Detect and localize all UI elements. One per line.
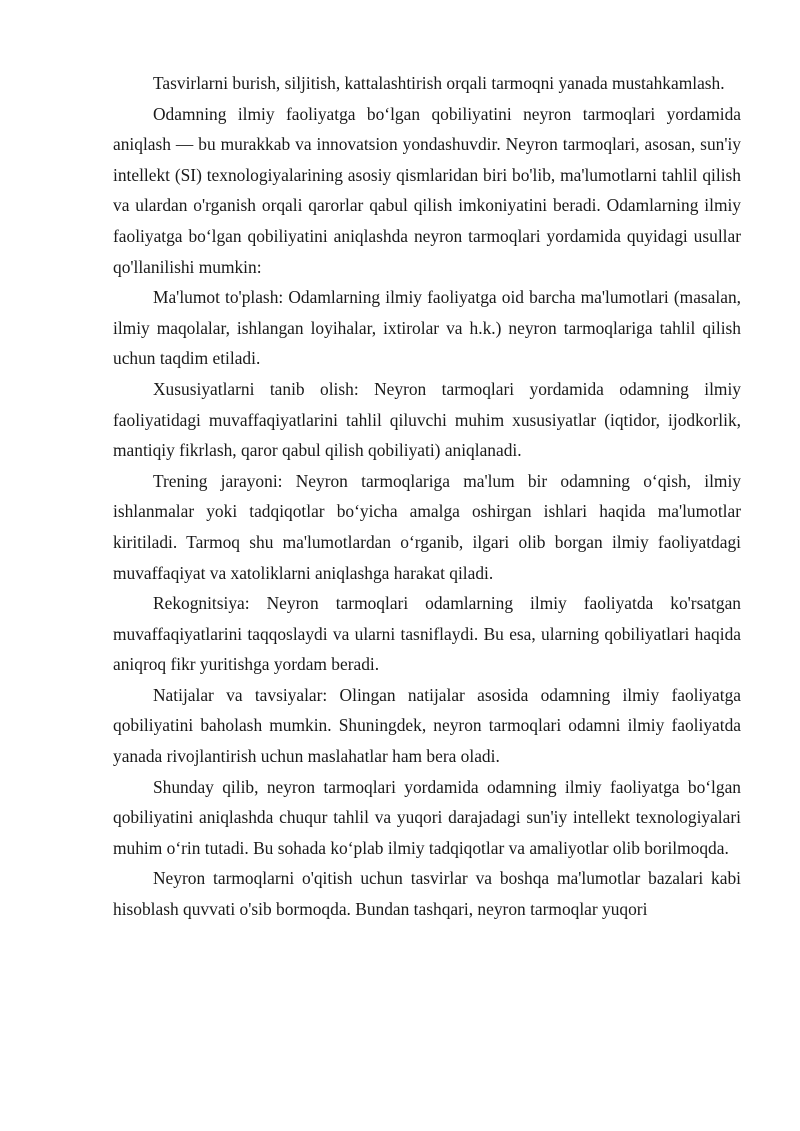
paragraph-conclusion: Shunday qilib, neyron tarmoqlari yordamida odamning ilmiy faoliyatga bo‘lgan qobiliyatini aniqlashda chuqur tahlil va yuqori darajadagi sun'iy intellekt texnologiyalari muhim o‘rin tutadi. Bu sohada ko‘plab ilmiy tadqiqotlar va amaliyotlar olib borilmoqda. xyxy=(113,776,741,858)
paragraph-data-collection: Ma'lumot to'plash: Odamlarning ilmiy faoliyatga oid barcha ma'lumotlari (masalan, ilmiy maqolalar, ishlangan loyihalar, ixtirolar va h.k.) neyron tarmoqlariga tahlil qilish uchun taqdim etiladi. xyxy=(113,287,741,369)
paragraph-results: Natijalar va tavsiyalar: Olingan natijalar asosida odamning ilmiy faoliyatga qobiliyatini baholash mumkin. Shuningdek, neyron tarmoqlari odamni ilmiy faoliyatda yanada rivojlantirish uchun maslahatlar ham bera oladi. xyxy=(113,684,741,767)
paragraph-intro: Odamning ilmiy faoliyatga bo‘lgan qobiliyatini neyron tarmoqlari yordamida aniqlash — bu murakkab va innovatsion yondashuvdir. Neyron tarmoqlari, asosan, sun'iy intellekt (SI) texnologiyalarining asosiy qismlaridan biri bo'lib, ma'lumotlarni tahlil qilish va ulardan o'rganish orqali qarorlar qabul qilish imkoniyatini beradi. Odamlarning ilmiy faoliyatga bo‘lgan qobiliyatini aniqlashda neyron tarmoqlari yordamida quyidagi usullar qo'llanilishi mumkin: xyxy=(113,103,741,277)
paragraph-computing-power: Neyron tarmoqlarni o'qitish uchun tasvirlar va boshqa ma'lumotlar bazalari kabi hisoblash quvvati o'sib bormoqda. Bundan tashqari, neyron tarmoqlar yuqori xyxy=(113,868,741,920)
paragraph-augmentation: Tasvirlarni burish, siljitish, kattalashtirish orqali tarmoqni yanada mustahkamlash. xyxy=(153,73,725,93)
document-page xyxy=(113,68,741,925)
paragraph-training: Trening jarayoni: Neyron tarmoqlariga ma'lum bir odamning o‘qish, ilmiy ishlanmalar yoki tadqiqotlar bo‘yicha amalga oshirgan ishlari haqida ma'lumotlar kiritiladi. Tarmoq shu ma'lumotlardan o‘rganib, ilgari olib borgan ilmiy faoliyatdagi muvaffaqiyat va xatoliklarni aniqlashga harakat qiladi. xyxy=(113,470,741,583)
paragraph-feature-recognition: Xususiyatlarni tanib olish: Neyron tarmoqlari yordamida odamning ilmiy faoliyatidagi muvaffaqiyatlarini tahlil qiluvchi muhim xususiyatlar (iqtidor, ijodkorlik, mantiqiy fikrlash, qaror qabul qilish qobiliyati) aniqlanadi. xyxy=(113,378,741,461)
paragraph-recognition: Rekognitsiya: Neyron tarmoqlari odamlarning ilmiy faoliyatda ko'rsatgan muvaffaqiyatlarini taqqoslaydi va ularni tasniflaydi. Bu esa, ularning qobiliyatlari haqida aniqroq fikr yuritishga yordam beradi. xyxy=(113,593,741,675)
